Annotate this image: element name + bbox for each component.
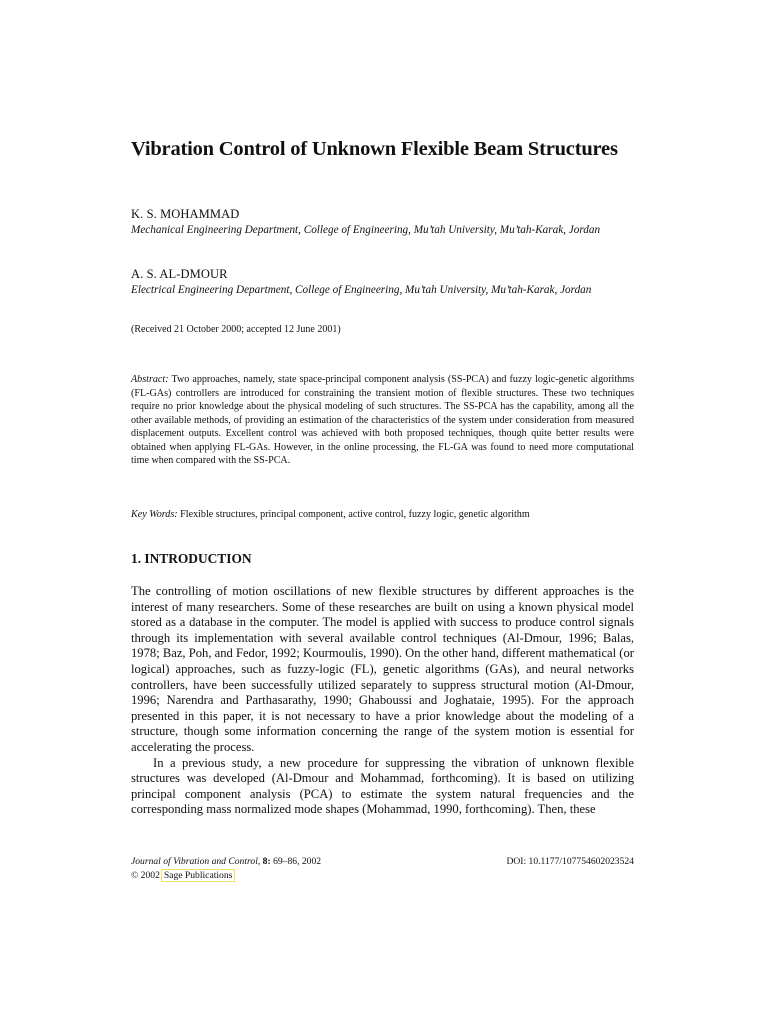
keywords-text: Flexible structures, principal component, active control, fuzzy logic, genetic algorithm [180,509,530,520]
paragraph: The controlling of motion oscillations of new flexible structures by different approaches is the interest of many researchers. Some of these researches are built on using a known physical model stored as a database in the computer. The model is applied with success to produce control signals through its implementation with several available control techniques (Al-Dmour, 1996; Balas, 1978; Baz, Poh, and Fedor, 1992; Kourmoulis, 1990). On the other hand, different mathematical (or logical) approaches, such as fuzzy-logic (FL), genetic algorithms (GAs), and neural networks controllers, have been successfully utilized separately to suppress structural motion (Al-Dmour, 1996; Narendra and Parthasarathy, 1990; Ghaboussi and Joghataie, 1995). For the approach presented in this paper, it is not necessary to have a prior knowledge about the modeling of a structure, though some information concerning the range of the system motion is essential for accelerating the process. [131,584,634,754]
journal-name: Journal of Vibration and Control, [131,856,261,867]
footer-citation [131,856,321,882]
author-affiliation: Mechanical Engineering Department, College of Engineering, Mu’tah University, Mu’tah-Karak, Jordan [131,224,601,236]
author-name: K. S. MOHAMMAD [131,207,240,221]
body-text [131,584,634,818]
doi: DOI: 10.1177/107754602023524 [506,856,634,867]
paper-title: Vibration Control of Unknown Flexible Beam Structures [131,138,618,160]
section-heading: 1. INTRODUCTION [131,551,252,566]
publisher-link[interactable]: Sage Publications [161,869,235,882]
author-affiliation: Electrical Engineering Department, College of Engineering, Mu’tah University, Mu’tah-Karak, Jordan [131,284,592,296]
author-block-1 [131,206,634,238]
author-name: A. S. AL-DMOUR [131,267,228,281]
copyright: © 2002 [131,869,160,881]
abstract-text: Two approaches, namely, state space-principal component analysis (SS-PCA) and fuzzy logic-genetic algorithms (FL-GAs) controllers are introduced for constraining the transient motion of flexible structures. These two techniques require no prior knowledge about the physical modeling of such structures. The SS-PCA has the capability, among all the other available methods, of providing an estimation of the characteristics of the system under consideration from measured displacement outputs. Excellent control was achieved with both proposed techniques, though quite better results were obtained when applying FL-GAs. However, in the online processing, the FL-GA was found to need more computational time when compared with the SS-PCA. [131,374,634,466]
keywords [131,508,634,522]
keywords-label: Key Words: [131,509,178,520]
paragraph: In a previous study, a new procedure for suppressing the vibration of unknown flexible structures was developed (Al-Dmour and Mohammad, forthcoming). It is based on utilizing principal component analysis (PCA) to estimate the system natural frequencies and the corresponding mass normalized mode shapes (Mohammad, 1990, forthcoming). Then, these [131,755,634,817]
journal-volume: 8: [262,856,271,867]
journal-pages: 69–86, 2002 [273,856,322,867]
abstract [131,373,634,468]
received-dates: (Received 21 October 2000; accepted 12 June 2001) [131,324,341,335]
paper-page [131,0,634,1024]
abstract-label: Abstract: [131,374,169,385]
author-block-2 [131,266,634,298]
